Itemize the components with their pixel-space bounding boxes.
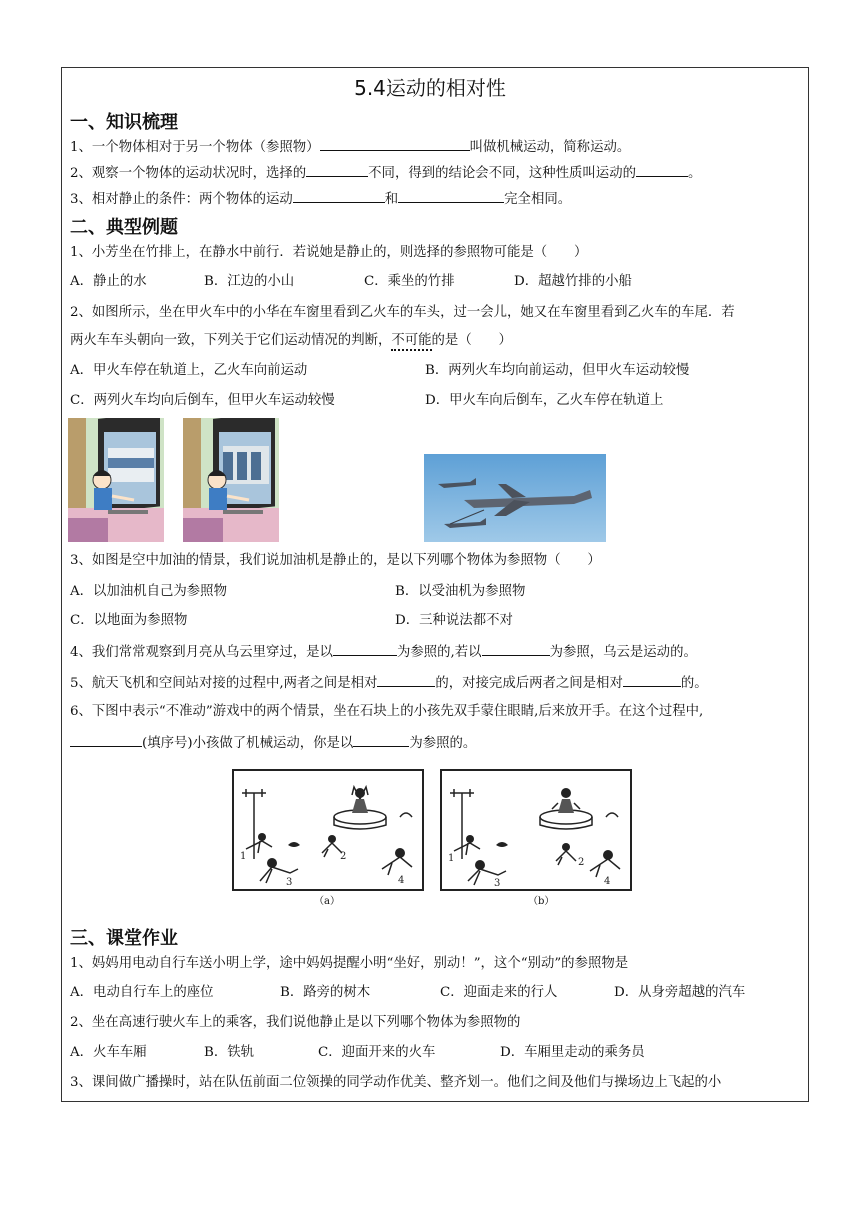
option-c[interactable]: C．迎面开来的火车 xyxy=(318,1045,436,1060)
example-2-question-line2 xyxy=(70,332,512,350)
example-6-question-line2 xyxy=(70,733,476,753)
text: 2、观察一个物体的运动状况时，选择的 xyxy=(70,166,307,181)
example-5-question xyxy=(70,673,708,693)
figure-caption-a: （a） xyxy=(314,896,340,907)
option-c[interactable]: C．以地面为参照物 xyxy=(70,613,188,628)
answer-blank[interactable] xyxy=(320,137,470,151)
option-d[interactable]: D．三种说法都不对 xyxy=(395,613,513,628)
train-window-illustration-1 xyxy=(68,418,164,542)
option-b[interactable]: B．以受油机为参照物 xyxy=(395,584,526,599)
answer-blank[interactable] xyxy=(306,163,368,177)
answer-blank[interactable] xyxy=(353,733,409,747)
homework-2-question: 2、坐在高速行驶火车上的乘客，我们说他静止是以下列哪个物体为参照物的 xyxy=(70,1015,521,1030)
text: 两火车车头朝向一致，下列关于它们运动情况的判断， xyxy=(70,333,392,348)
train-window-illustration-2 xyxy=(183,418,279,542)
game-scene-b xyxy=(440,769,632,891)
option-a[interactable]: A．火车车厢 xyxy=(70,1045,147,1060)
option-c[interactable]: C．乘坐的竹排 xyxy=(364,274,455,289)
section-heading-examples: 二、典型例题 xyxy=(70,217,178,238)
option-d[interactable]: D．超越竹排的小船 xyxy=(514,274,632,289)
answer-blank[interactable] xyxy=(623,673,681,687)
option-a[interactable]: A．静止的水 xyxy=(70,274,147,289)
child-number-1: 1 xyxy=(448,853,455,864)
example-1-question: 1、小芳坐在竹排上，在静水中前行．若说她是静止的，则选择的参照物可能是（ ） xyxy=(70,245,588,260)
example-6-question-line1: 6、下图中表示“不准动”游戏中的两个情景，坐在石块上的小孩先双手蒙住眼睛,后来放开手。在这个过程中, xyxy=(70,704,704,719)
example-3-question: 3、如图是空中加油的情景，我们说加油机是静止的，是以下列哪个物体为参照物（ ） xyxy=(70,553,601,568)
option-d[interactable]: D．车厢里走动的乘务员 xyxy=(500,1045,645,1060)
text: 为参照，乌云是运动的。 xyxy=(549,645,697,660)
homework-3-question: 3、课间做广播操时，站在队伍前面二位领操的同学动作优美、整齐划一。他们之间及他们与操场边上飞起的小 xyxy=(70,1075,722,1090)
child-number-1: 1 xyxy=(240,851,247,862)
aerial-refueling-photo xyxy=(424,454,606,542)
answer-blank[interactable] xyxy=(482,642,550,656)
option-d[interactable]: D．甲火车向后倒车，乙火车停在轨道上 xyxy=(425,393,664,408)
text: 。 xyxy=(687,166,702,181)
child-number-2: 2 xyxy=(340,851,347,862)
text: 完全相同。 xyxy=(504,192,572,207)
text: 3、相对静止的条件：两个物体的运动 xyxy=(70,192,293,207)
knowledge-item-2 xyxy=(70,163,701,183)
option-b[interactable]: B．两列火车均向前运动，但甲火车运动较慢 xyxy=(425,363,690,378)
child-number-2: 2 xyxy=(578,857,585,868)
text: 1、一个物体相对于另一个物体（参照物） xyxy=(70,140,320,155)
option-a[interactable]: A．电动自行车上的座位 xyxy=(70,985,214,1000)
answer-blank[interactable] xyxy=(398,189,504,203)
section-heading-knowledge: 一、知识梳理 xyxy=(70,112,178,133)
section-heading-homework: 三、课堂作业 xyxy=(70,928,178,949)
text: 为参照的,若以 xyxy=(396,645,482,660)
option-b[interactable]: B．铁轨 xyxy=(204,1045,255,1060)
text: 5、航天飞机和空间站对接的过程中,两者之间是相对 xyxy=(70,676,378,691)
text: 的。 xyxy=(680,676,708,691)
page-title: 5.4运动的相对性 xyxy=(354,76,506,100)
child-number-4: 4 xyxy=(398,875,405,886)
option-c[interactable]: C．迎面走来的行人 xyxy=(440,985,558,1000)
text: 的，对接完成后两者之间是相对 xyxy=(435,676,623,691)
answer-blank[interactable] xyxy=(70,733,142,747)
answer-blank[interactable] xyxy=(636,163,688,177)
option-d[interactable]: D．从身旁超越的汽车 xyxy=(614,985,746,1000)
child-number-4: 4 xyxy=(604,876,611,887)
knowledge-item-3 xyxy=(70,189,571,209)
example-2-question-line1: 2、如图所示，坐在甲火车中的小华在车窗里看到乙火车的车头，过一会儿，她又在车窗里看到乙火车的车尾．若 xyxy=(70,305,735,320)
option-b[interactable]: B．路旁的树木 xyxy=(280,985,371,1000)
knowledge-item-1 xyxy=(70,137,630,157)
text: 叫做机械运动，简称运动。 xyxy=(469,140,631,155)
homework-1-question: 1、妈妈用电动自行车送小明上学，途中妈妈提醒小明“坐好，别动！”，这个“别动”的参照物是 xyxy=(70,956,629,971)
child-number-3: 3 xyxy=(494,878,501,889)
emphasis-text: 不可能 xyxy=(391,333,431,351)
example-4-question xyxy=(70,642,697,662)
text: 和 xyxy=(384,192,399,207)
text: 不同，得到的结论会不同，这种性质叫运动的 xyxy=(368,166,636,181)
figure-caption-b: （b） xyxy=(528,896,555,907)
child-number-3: 3 xyxy=(286,877,293,888)
answer-blank[interactable] xyxy=(333,642,397,656)
game-scene-a xyxy=(232,769,424,891)
option-a[interactable]: A．甲火车停在轨道上，乙火车向前运动 xyxy=(70,363,308,378)
text: 为参照的。 xyxy=(409,736,477,751)
text: (填序号)小孩做了机械运动，你是以 xyxy=(142,736,354,751)
option-c[interactable]: C．两列火车均向后倒车，但甲火车运动较慢 xyxy=(70,393,335,408)
option-b[interactable]: B．江边的小山 xyxy=(204,274,295,289)
answer-blank[interactable] xyxy=(293,189,385,203)
option-a[interactable]: A．以加油机自己为参照物 xyxy=(70,584,227,599)
text: 4、我们常常观察到月亮从乌云里穿过，是以 xyxy=(70,645,333,660)
text: 的是（ ） xyxy=(431,333,512,348)
answer-blank[interactable] xyxy=(377,673,435,687)
